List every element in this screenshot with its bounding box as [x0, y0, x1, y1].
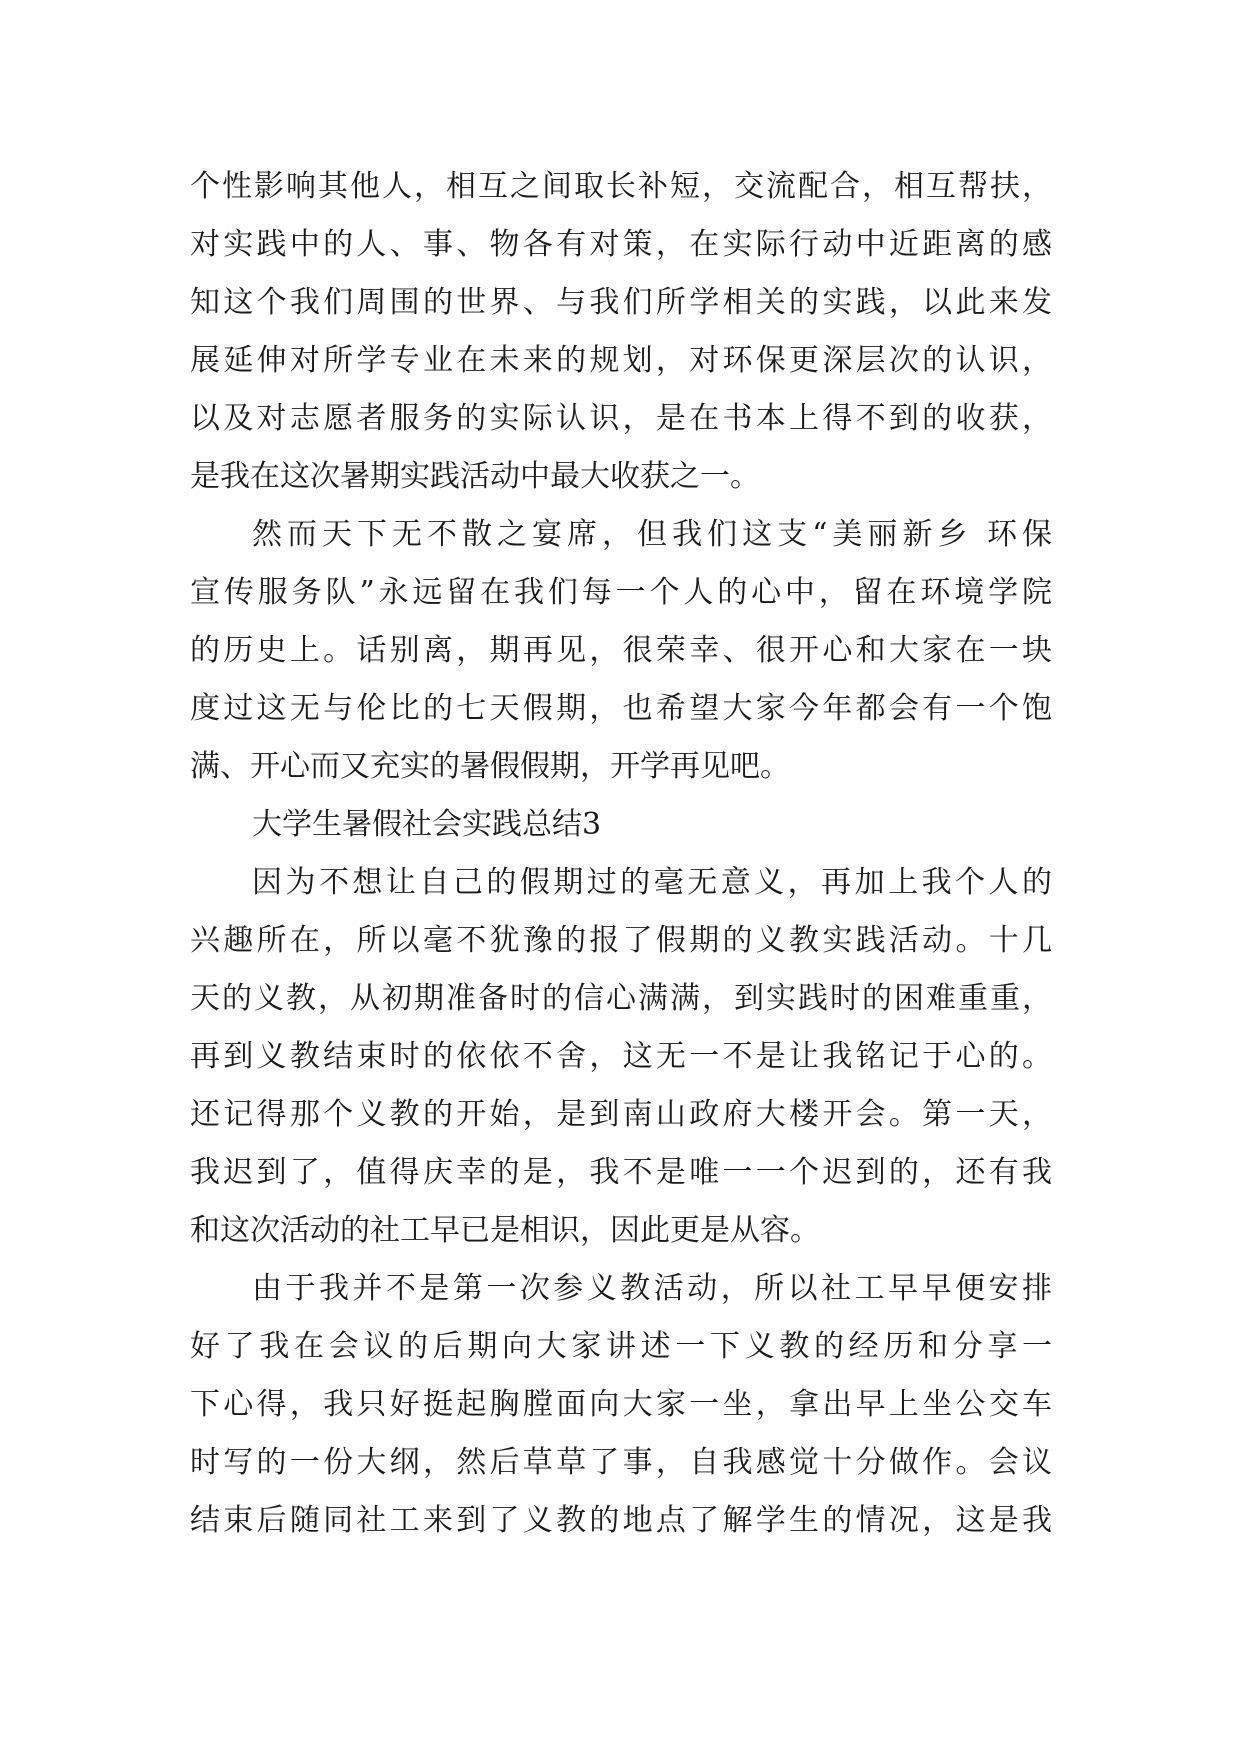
text-line: 宣传服务队”永远留在我们每一个人的心中，留在环境学院 [190, 575, 1052, 610]
text-line: 还记得那个义教的开始，是到南山政府大楼开会。第一天， [190, 1097, 1052, 1132]
text-line: 的历史上。话别离，期再见，很荣幸、很开心和大家在一块 [190, 633, 1052, 668]
paragraph-4 [190, 1260, 1052, 1550]
text-line: 以及对志愿者服务的实际认识，是在书本上得不到的收获， [190, 401, 1052, 436]
document-body [190, 158, 1052, 1550]
text-line: 个性影响其他人，相互之间取长补短，交流配合，相互帮扶， [190, 169, 1052, 204]
text-line: 是我在这次暑期实践活动中最大收获之一。 [190, 459, 760, 494]
text-line: 结束后随同社工来到了义教的地点了解学生的情况，这是我 [190, 1503, 1052, 1538]
text-line: 由于我并不是第一次参义教活动，所以社工早早便安排 [252, 1271, 1052, 1306]
text-line: 满、开心而又充实的暑假假期，开学再见吧。 [190, 749, 790, 784]
paragraph-1 [190, 158, 1052, 506]
text-line: 时写的一份大纲，然后草草了事，自我感觉十分做作。会议 [190, 1445, 1052, 1480]
text-line: 因为不想让自己的假期过的毫无意义，再加上我个人的 [252, 865, 1052, 900]
paragraph-3 [190, 854, 1052, 1260]
paragraph-2 [190, 506, 1052, 796]
text-line: 对实践中的人、事、物各有对策，在实际行动中近距离的感 [190, 227, 1052, 262]
text-line: 度过这无与伦比的七天假期，也希望大家今年都会有一个饱 [190, 691, 1052, 726]
text-line: 下心得，我只好挺起胸膛面向大家一坐，拿出早上坐公交车 [190, 1387, 1052, 1422]
section-title: 大学生暑假社会实践总结3 [252, 807, 602, 842]
text-line: 天的义教，从初期准备时的信心满满，到实践时的困难重重， [190, 981, 1052, 1016]
text-line: 知这个我们周围的世界、与我们所学相关的实践，以此来发 [190, 285, 1052, 320]
section-heading [190, 796, 1052, 854]
text-line: 我迟到了，值得庆幸的是，我不是唯一一个迟到的，还有我 [190, 1155, 1052, 1190]
text-line: 展延伸对所学专业在未来的规划，对环保更深层次的认识， [190, 343, 1052, 378]
text-line: 兴趣所在，所以毫不犹豫的报了假期的义教实践活动。十几 [190, 923, 1052, 958]
text-line: 然而天下无不散之宴席，但我们这支“美丽新乡 环保 [252, 517, 1052, 552]
text-line: 好了我在会议的后期向大家讲述一下义教的经历和分享一 [190, 1329, 1052, 1364]
text-line: 和这次活动的社工早已是相识，因此更是从容。 [190, 1213, 820, 1248]
text-line: 再到义教结束时的依依不舍，这无一不是让我铭记于心的。 [190, 1039, 1052, 1074]
